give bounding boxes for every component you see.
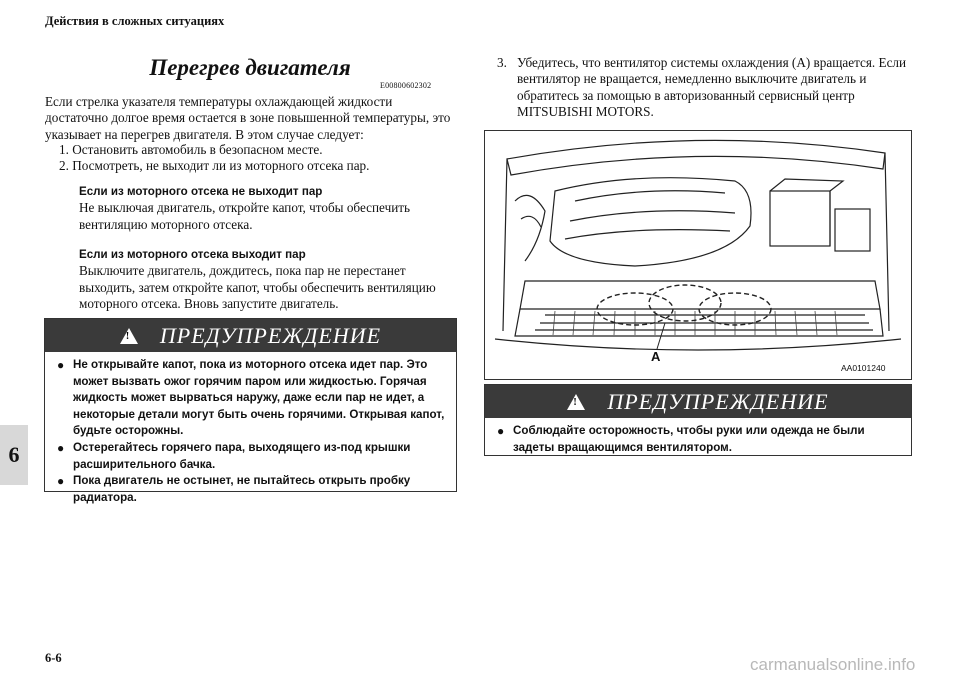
warning-body (485, 418, 911, 462)
engine-figure (484, 130, 912, 380)
watermark: carmanualsonline.info (750, 655, 916, 674)
warning-box-right (484, 384, 912, 456)
warning-title: ПРЕДУПРЕЖДЕНИЕ (607, 388, 829, 414)
warning-box-left (44, 318, 457, 504)
figure-caption: AA0101240 (841, 363, 886, 373)
case-no-steam-text: Не выключая двигатель, откройте капот, чтобы обеспечить вентиляцию моторного отсека. (79, 200, 411, 232)
section-title: Перегрев двигателя (149, 55, 351, 80)
warning-item: ● Соблюдайте осторожность, чтобы руки или одежда не были задеты вращающимся вентилятором. (497, 423, 901, 456)
step-2: 2. Посмотреть, не выходит ли из моторного отсека пар. (59, 158, 370, 174)
page-number: 6-6 (45, 651, 62, 665)
bullet-icon: ● (497, 424, 505, 438)
step-3-text: Убедитесь, что вентилятор системы охлаждения (A) вращается. Если вентилятор не вращается, немедленно выключите двигатель и обратитесь за помощью в авторизованный сервисный центр MITSUBISHI MOTORS. (517, 55, 907, 120)
step-3 (497, 55, 907, 121)
case-steam-heading: Если из моторного отсека выходит пар (79, 248, 306, 262)
warning-item: ● Остерегайтесь горячего пара, выходящего из-под крышки расширительного бачка. (57, 440, 446, 473)
engine-bay-illustration (485, 131, 911, 379)
bullet-icon: ● (57, 440, 65, 455)
warning-triangle-icon: ! (567, 394, 585, 410)
warning-title-bar (45, 319, 456, 352)
chapter-tab: 6 (0, 425, 28, 485)
warning-title-bar (485, 385, 911, 418)
warning-item: ● Пока двигатель не остынет, не пытайтесь открыть пробку радиатора. (57, 473, 446, 506)
warning-body (45, 352, 456, 512)
steps-list (45, 142, 455, 313)
bullet-icon: ● (57, 358, 65, 372)
warning-title: ПРЕДУПРЕЖДЕНИЕ (159, 322, 382, 348)
case-steam-text: Выключите двигатель, дождитесь, пока пар не перестанет выходить, затем откройте капот, чтобы обеспечить вентиляцию моторного отсека. Вновь запустите двигатель. (79, 263, 436, 312)
intro-paragraph: Если стрелка указателя температуры охлаждающей жидкости достаточно долгое время остается в зоне повышенной температуры, это указывает на перегрев двигателя. В этом случае следует: (45, 94, 451, 142)
step-3-number: 3. (497, 55, 507, 70)
case-steam (45, 247, 455, 313)
step-1: 1. Остановить автомобиль в безопасном месте. (59, 142, 323, 157)
case-no-steam (45, 184, 455, 233)
bullet-icon: ● (57, 474, 65, 489)
fan-label-a: A (651, 349, 661, 364)
warning-item: ● Не открывайте капот, пока из моторного отсека идет пар. Это может вызвать ожог горячим паром или жидкостью. Горячая жидкость может вырваться наружу, даже если пар не идет, а некоторые детали могут быть очень горячими. Открывая капот, будьте осторожны. (57, 357, 446, 440)
case-no-steam-heading: Если из моторного отсека не выходит пар (79, 184, 323, 198)
fan-highlight (597, 285, 771, 325)
section-code: E00800602302 (380, 81, 432, 90)
page-header: Действия в сложных ситуациях (45, 14, 225, 28)
warning-triangle-icon: ! (120, 328, 138, 344)
